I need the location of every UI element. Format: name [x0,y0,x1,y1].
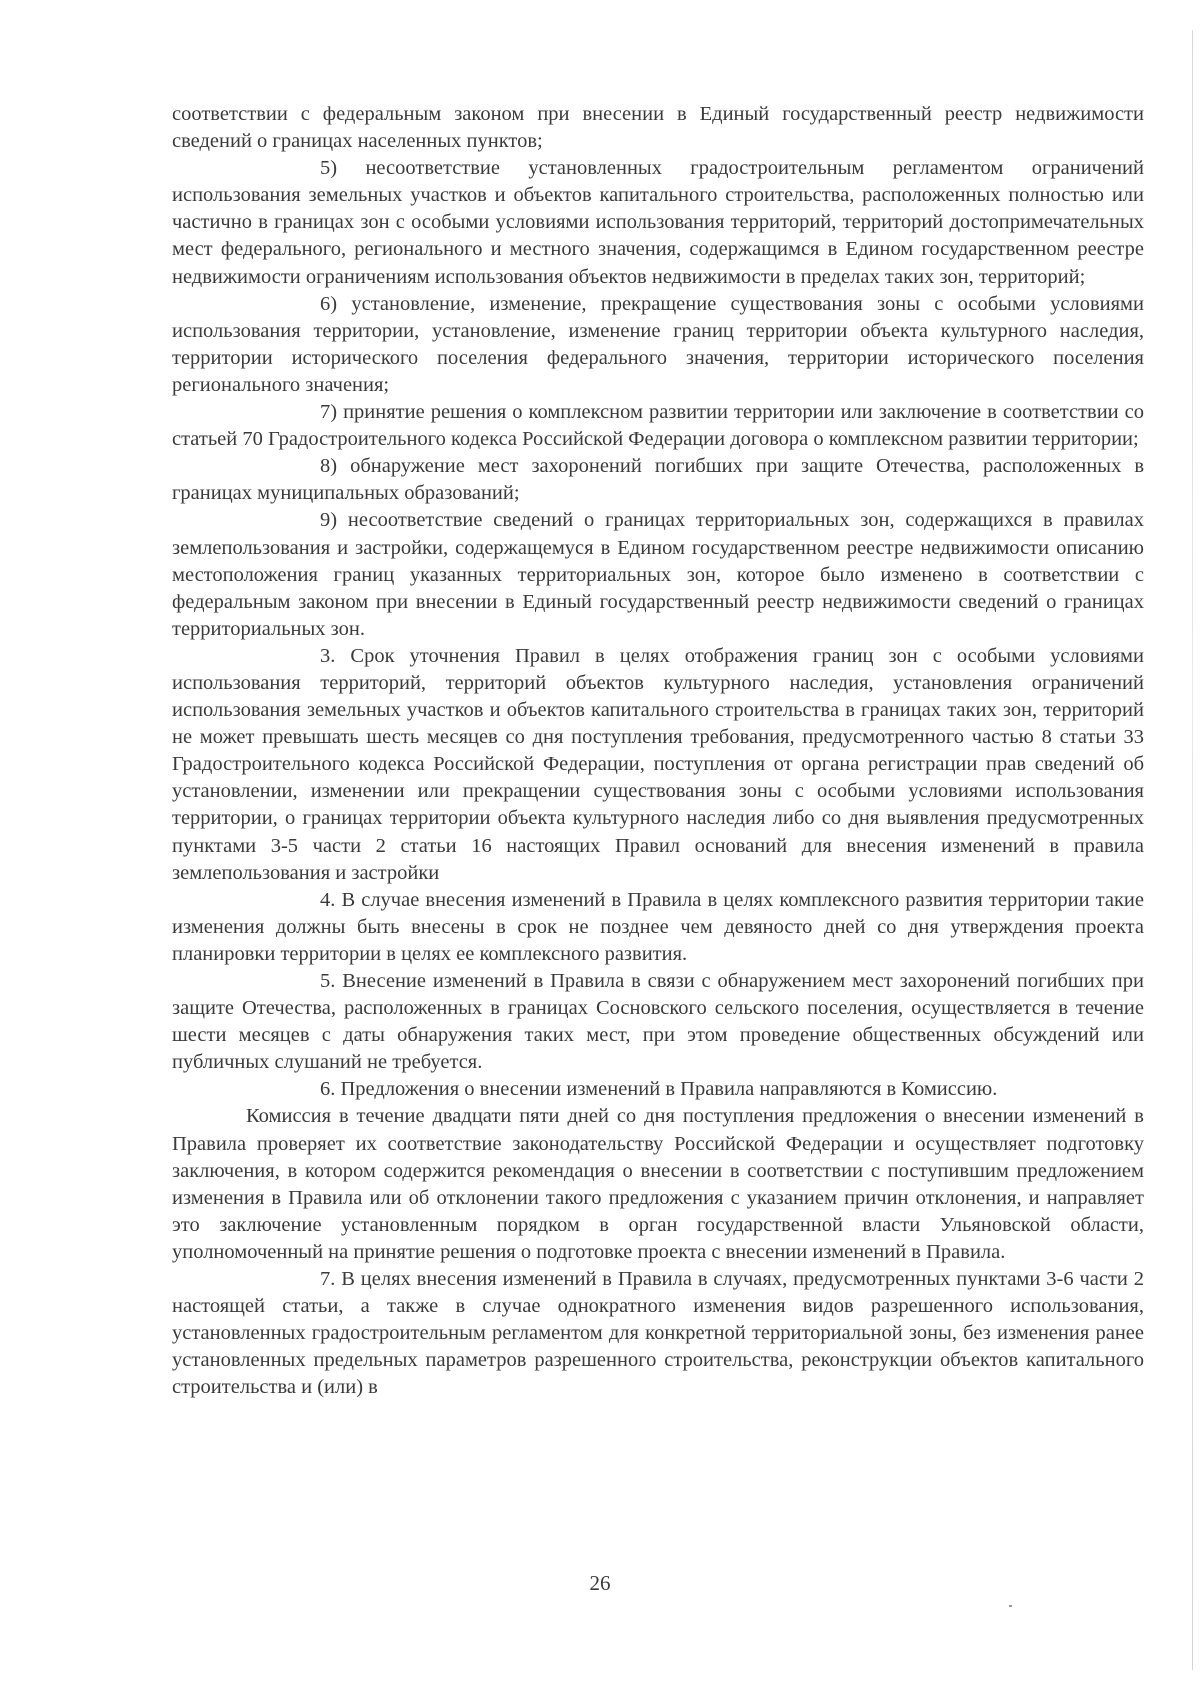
paragraph-text: В случае внесения изменений в Правила в целях комплексного развития территории такие изменения должны быть внесены в срок не позднее чем девяносто дней со дня утверждения проекта планировки территории в целях ее комплексного развития. [172,888,1145,965]
paragraph-section-5 [172,968,1144,1076]
paragraph-item-8 [172,453,1144,507]
paragraph-number: 3. [320,644,336,667]
paragraph-text: принятие решения о комплексном развитии территории или заключение в соответствии со статьей 70 Градостроительного кодекса Российской Федерации договора о комплексном развитии территории; [172,401,1144,451]
page-number: 26 [589,1571,611,1595]
paragraph-text: установление, изменение, прекращение существования зоны с особыми условиями использования территории, установление, изменение границ территории объекта культурного наследия, территории исторического поселения федерального значения, территории исторического поселения регионального значения; [172,292,1144,396]
paragraph-number: 6) [320,292,338,315]
paragraph-number: 9) [320,509,338,532]
paragraph-number: 5. [320,970,336,992]
paragraph-text: Внесение изменений в Правила в связи с обнаружением мест захоронений погибших при защите Отечества, расположенных в границах Сосновского сельского поселения, осуществляется в течение шести месяцев с даты обнаружения таких мест, при этом проведение общественных обсуждений или публичных слушаний не требуется. [172,970,1144,1074]
scan-speck [1009,1605,1012,1607]
paragraph-number: 8) [320,455,338,478]
paragraph-continuation [172,101,1144,155]
paragraph-text: Срок уточнения Правил в целях отображения границ зон с особыми условиями использования территорий, территорий объектов культурного наследия, установления ограничений использования земельных участков и объектов капитального строительства в границах таких зон, территорий не может превышать шесть месяцев со дня поступления требования, предусмотренного частью 8 статьи 33 Градостроительного кодекса Российской Федерации, поступления от органа регистрации прав сведений об установлении, изменении или прекращении существования зоны с особыми условиями использования территории, о границах территории объекта культурного наследия либо со дня выявления предусмотренных пунктами 3-5 части 2 статьи 16 настоящих Правил оснований для внесения изменений в правила землепользования и застройки [172,644,1145,884]
paragraph-number: 6. [320,1078,336,1101]
paragraph-text: обнаружение мест захоронений погибших при защите Отечества, расположенных в границах муниципальных образований; [172,455,1145,505]
document-body [172,101,1144,1402]
scan-edge-line [1192,30,1193,1670]
paragraph-item-7 [172,399,1144,453]
paragraph-number: 5) [320,157,338,180]
paragraph-section-3 [172,643,1144,887]
paragraph-item-9 [172,507,1144,642]
paragraph-text: Предложения о внесении изменений в Правила направляются в Комиссию. [340,1078,998,1101]
paragraph-commission [172,1103,1144,1266]
paragraph-text: Комиссия в течение двадцати пяти дней со дня поступления предложения о внесении изменений в Правила проверяет их соответствие законодательству Российской Федерации и осуществляет подготовку заключения, в котором содержится рекомендация о внесении в соответствии с поступившим предложением изменения в Правила или об отклонении такого предложения с указанием причин отклонения, и направляет это заключение установленным порядком в орган государственной власти Ульяновской области, уполномоченный на принятие решения о подготовке проекта с внесении изменений в Правила. [172,1105,1144,1263]
paragraph-section-4 [172,887,1144,968]
paragraph-text: В целях внесения изменений в Правила в случаях, предусмотренных пунктами 3-6 части 2 настоящей статьи, а также в случае однократного изменения видов разрешенного использования, установленных градостроительным регламентом для конкретной территориальной зоны, без изменения ранее установленных предельных параметров разрешенного строительства, реконструкции объектов капитального строительства и (или) в [172,1268,1145,1399]
paragraph-text: несоответствие сведений о границах территориальных зон, содержащихся в правилах землепользования и застройки, содержащемуся в Едином государственном реестре недвижимости описанию местоположения границ указанных территориальных зон, которое было изменено в соответствии с федеральным законом при внесении в Единый государственный реестр недвижимости сведений о границах территориальных зон. [172,509,1145,640]
paragraph-item-6 [172,291,1144,399]
paragraph-section-6 [172,1076,1144,1103]
paragraph-text: соответствии с федеральным законом при внесении в Единый государственный реестр недвижимости сведений о границах населенных пунктов; [172,103,1144,153]
paragraph-item-5 [172,155,1144,290]
paragraph-text: несоответствие установленных градостроительным регламентом ограничений использования земельных участков и объектов капитального строительства, расположенных полностью или частично в границах зон с особыми условиями использования территорий, территорий достопримечательных мест федерального, регионального и местного значения, содержащимся в Едином государственном реестре недвижимости ограничениям использования объектов недвижимости в пределах таких зон, территорий; [172,157,1144,288]
paragraph-number: 4. [320,888,336,911]
paragraph-number: 7) [320,401,338,424]
paragraph-section-7 [172,1266,1144,1401]
paragraph-number: 7. [320,1268,336,1291]
